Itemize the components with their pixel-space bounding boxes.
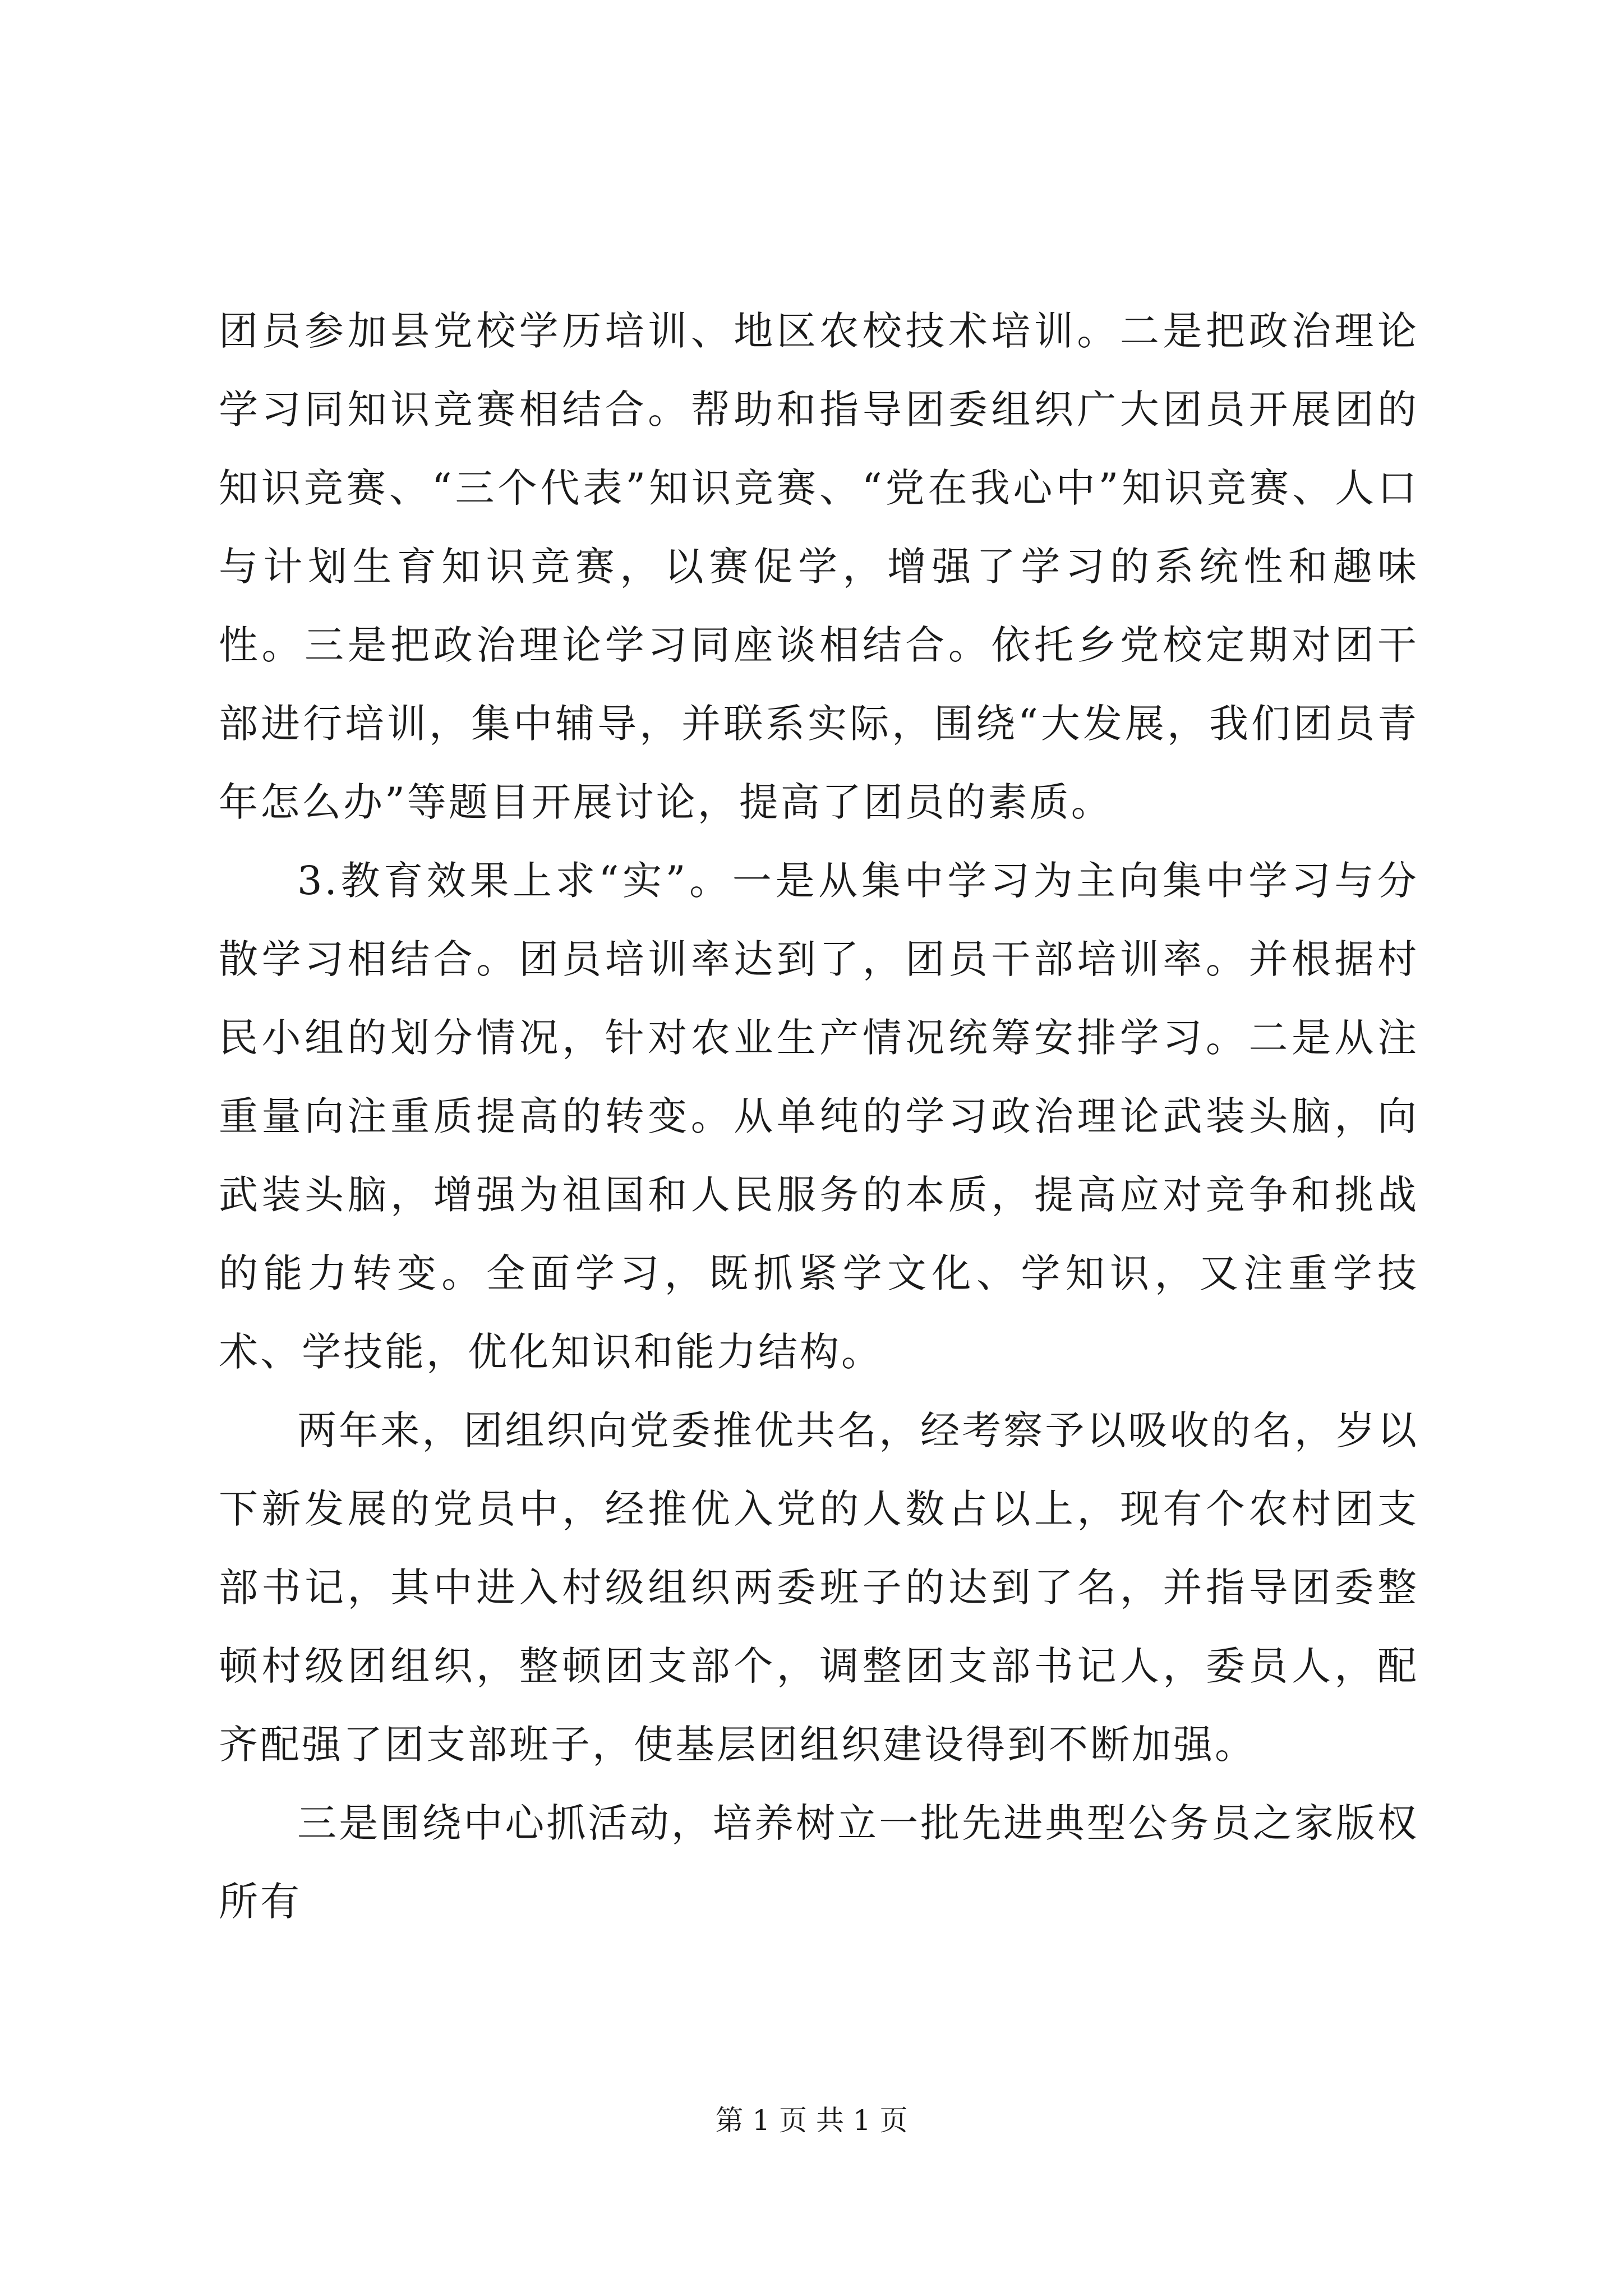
paragraph-3: 两年来，团组织向党委推优共名，经考察予以吸收的名，岁以下新发展的党员中，经推优入党的人数占以上，现有个农村团支部书记，其中进入村级组织两委班子的达到了名，并指导团委整顿村级团组织，整顿团支部个，调整团支部书记人，委员人，配齐配强了团支部班子，使基层团组织建设得到不断加强。 [219,1407,1419,1768]
paragraph-4: 三是围绕中心抓活动，培养树立一批先进典型公务员之家版权所有 [219,1800,1419,1925]
paragraph-1: 团员参加县党校学历培训、地区农校技术培训。二是把政治理论学习同知识竞赛相结合。帮助和指导团委组织广大团员开展团的知识竞赛、“三个代表”知识竞赛、“党在我心中”知识竞赛、人口与计划生育知识竞赛，以赛促学，增强了学习的系统性和趣味性。三是把政治理论学习同座谈相结合。依托乡党校定期对团干部进行培训，集中辅导，并联系实际，围绕“大发展，我们团员青年怎么办”等题目开展讨论，提高了团员的素质。 [219,308,1419,825]
paragraph-2: 3.教育效果上求“实”。一是从集中学习为主向集中学习与分散学习相结合。团员培训率达到了，团员干部培训率。并根据村民小组的划分情况，针对农业生产情况统筹安排学习。二是从注重量向注重质提高的转变。从单纯的学习政治理论武装头脑，向武装头脑，增强为祖国和人民服务的本质，提高应对竞争和挑战的能力转变。全面学习，既抓紧学文化、学知识，又注重学技术、学技能，优化知识和能力结构。 [219,858,1419,1375]
page-footer: 第 1 页 共 1 页 [715,2104,908,2137]
document-body [219,292,1419,1941]
